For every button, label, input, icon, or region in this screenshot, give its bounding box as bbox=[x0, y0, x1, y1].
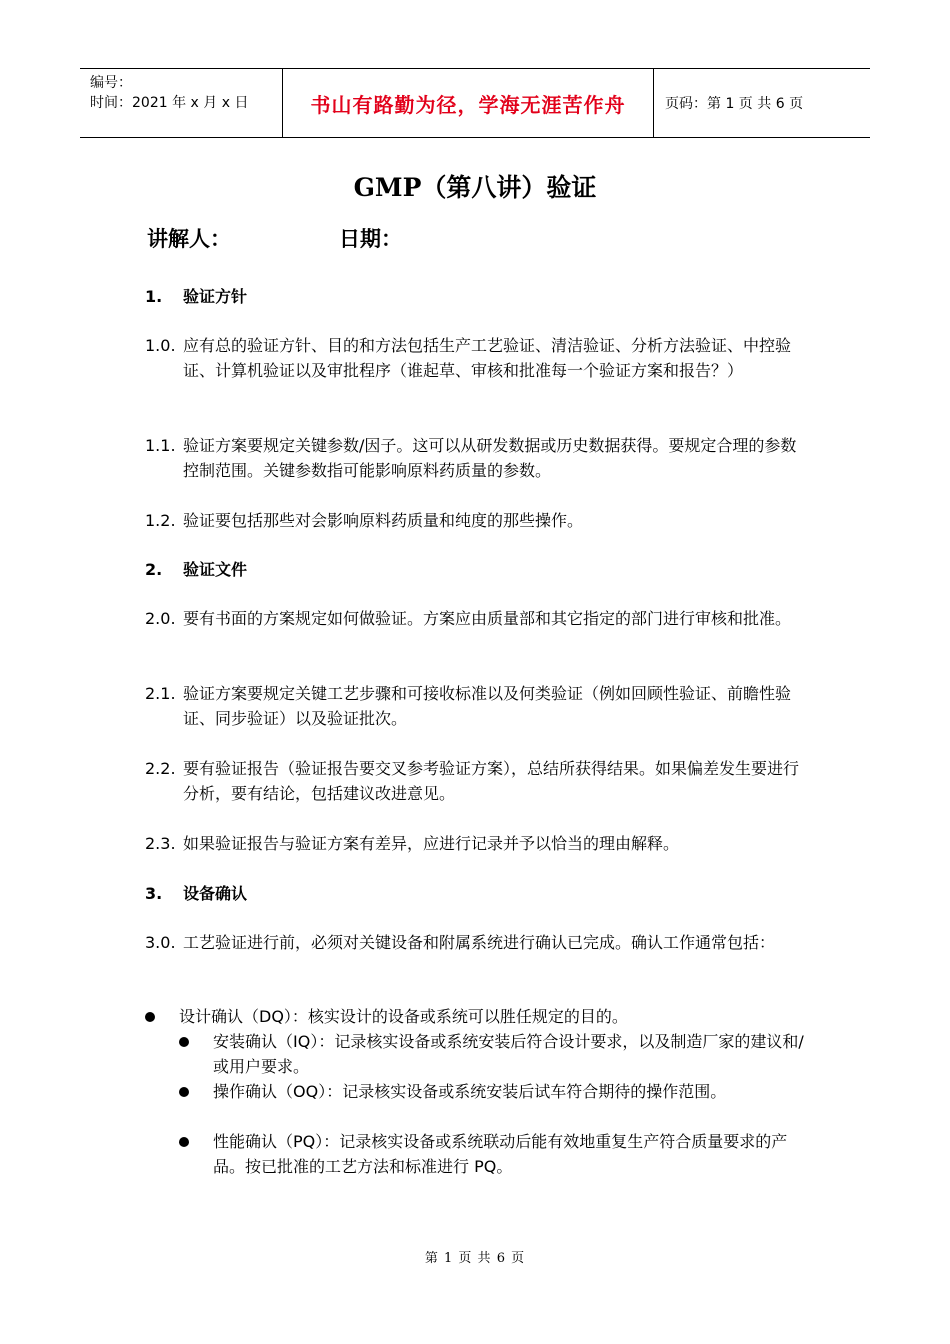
paragraph-number: 2.3. bbox=[145, 834, 176, 853]
paragraph-text: 验证要包括那些对会影响原料药质量和纯度的那些操作。 bbox=[183, 511, 584, 530]
header-info-cell bbox=[80, 69, 282, 137]
bullet-icon bbox=[179, 1037, 189, 1047]
paragraph-text: 如果验证报告与验证方案有差异，应进行记录并予以恰当的理由解释。 bbox=[183, 834, 680, 853]
paragraph bbox=[145, 508, 805, 533]
list-item bbox=[179, 1129, 805, 1179]
paragraph bbox=[145, 930, 805, 955]
section-heading bbox=[145, 557, 247, 582]
paragraph-text: 应有总的验证方针、目的和方法包括生产工艺验证、清洁验证、分析方法验证、中控验证、计算机验证以及审批程序（谁起草、审核和批准每一个验证方案和报告？） bbox=[183, 336, 792, 380]
paragraph-text: 工艺验证进行前，必须对关键设备和附属系统进行确认已完成。确认工作通常包括： bbox=[183, 933, 776, 952]
document-number-label: 编号： bbox=[90, 75, 132, 91]
page-footer: 第 1 页 共 6 页 bbox=[424, 1251, 526, 1266]
header-motto: 书山有路勤为径，学海无涯苦作舟 bbox=[282, 69, 654, 137]
list-item-text: 设计确认（DQ）：核实设计的设备或系统可以胜任规定的目的。 bbox=[179, 1007, 628, 1026]
document-time-label: 时间：2021 年 x 月 x 日 bbox=[90, 95, 249, 111]
section-title: 设备确认 bbox=[183, 884, 248, 903]
section-heading bbox=[145, 881, 247, 906]
list-item-text: 安装确认（IQ）：记录核实设备或系统安装后符合设计要求，以及制造厂家的建议和/或用户要求。 bbox=[213, 1032, 804, 1076]
header-page-label: 页码：第 1 页 共 6 页 bbox=[665, 96, 804, 112]
list-item-text: 性能确认（PQ）：记录核实设备或系统联动后能有效地重复生产符合质量要求的产品。按已批准的工艺方法和标准进行 PQ。 bbox=[213, 1132, 788, 1176]
paragraph bbox=[145, 756, 805, 806]
paragraph bbox=[145, 606, 805, 631]
paragraph-number: 3.0. bbox=[145, 933, 176, 952]
paragraph bbox=[145, 681, 805, 731]
paragraph-text: 验证方案要规定关键参数/因子。这可以从研发数据或历史数据获得。要规定合理的参数控制范围。关键参数指可能影响原料药质量的参数。 bbox=[183, 436, 797, 480]
list-item bbox=[179, 1029, 805, 1079]
paragraph-number: 1.0. bbox=[145, 336, 176, 355]
section-number: 1. bbox=[145, 287, 163, 306]
bullet-icon bbox=[179, 1137, 189, 1147]
paragraph-number: 2.1. bbox=[145, 684, 176, 703]
document-title: GMP（第八讲）验证 bbox=[353, 173, 597, 202]
document-header bbox=[80, 68, 870, 138]
paragraph-number: 2.2. bbox=[145, 759, 176, 778]
paragraph-number: 2.0. bbox=[145, 609, 176, 628]
paragraph-text: 要有书面的方案规定如何做验证。方案应由质量部和其它指定的部门进行审核和批准。 bbox=[183, 609, 792, 628]
paragraph-text: 验证方案要规定关键工艺步骤和可接收标准以及何类验证（例如回顾性验证、前瞻性验证、同步验证）以及验证批次。 bbox=[183, 684, 792, 728]
bullet-icon bbox=[179, 1087, 189, 1097]
section-number: 2. bbox=[145, 560, 163, 579]
paragraph bbox=[145, 433, 805, 483]
section-heading bbox=[145, 284, 247, 309]
bullet-icon bbox=[145, 1012, 155, 1022]
list-item bbox=[179, 1079, 805, 1104]
paragraph bbox=[145, 831, 805, 856]
paragraph bbox=[145, 333, 805, 383]
paragraph-number: 1.2. bbox=[145, 511, 176, 530]
section-title: 验证文件 bbox=[183, 560, 248, 579]
paragraph-number: 1.1. bbox=[145, 436, 176, 455]
date-label: 日期： bbox=[339, 227, 402, 251]
lecturer-label: 讲解人： bbox=[147, 227, 231, 251]
lecture-meta bbox=[147, 223, 402, 253]
list-item bbox=[145, 1004, 805, 1029]
paragraph-text: 要有验证报告（验证报告要交叉参考验证方案），总结所获得结果。如果偏差发生要进行分析，要有结论，包括建议改进意见。 bbox=[183, 759, 800, 803]
section-title: 验证方针 bbox=[183, 287, 248, 306]
list-item-text: 操作确认（OQ）：记录核实设备或系统安装后试车符合期待的操作范围。 bbox=[213, 1082, 727, 1101]
section-number: 3. bbox=[145, 884, 163, 903]
